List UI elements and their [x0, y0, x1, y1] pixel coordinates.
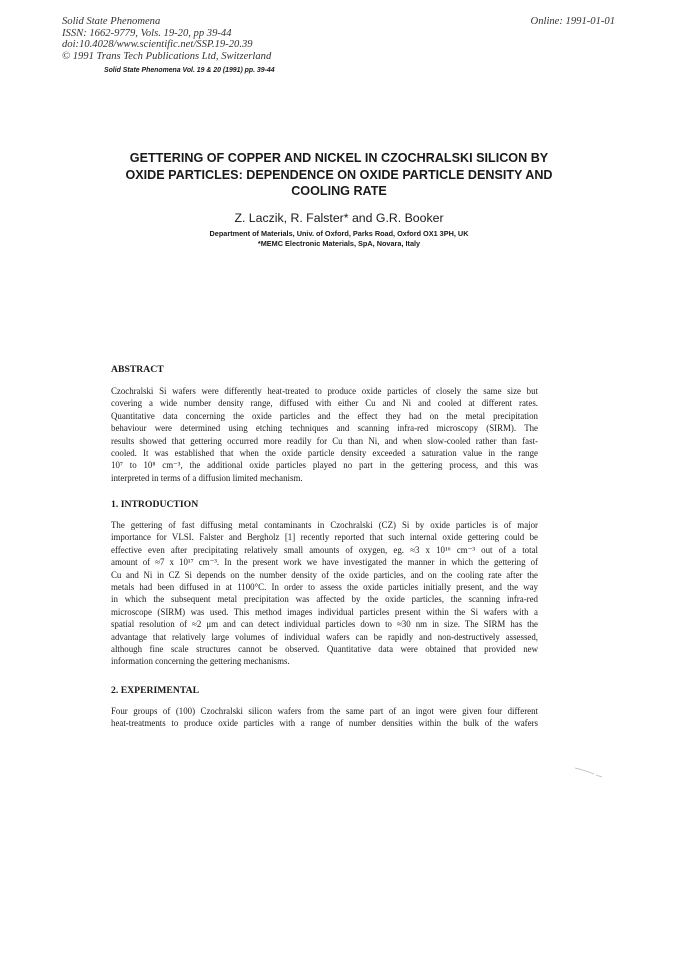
- experimental-heading: 2. EXPERIMENTAL: [111, 685, 200, 696]
- abstract-line: Quantitative data concerning the oxide particles and the effect they had on the metal precipitation: [111, 410, 538, 421]
- affiliation-memc: *MEMC Electronic Materials, SpA, Novara, Italy: [257, 239, 421, 248]
- abstract-line: interpreted in terms of a diffusion limited mechanism.: [111, 472, 303, 483]
- online-date: Online: 1991-01-01: [530, 16, 615, 27]
- paper-title: [60, 150, 618, 200]
- meta-journal-name: Solid State Phenomena: [62, 16, 161, 27]
- abstract-line: 10⁷ to 10⁸ cm⁻³, the additional oxide particles played no part in the gettering process, and this was: [111, 460, 538, 471]
- introduction-heading: 1. INTRODUCTION: [111, 499, 199, 510]
- journal-reference: Solid State Phenomena Vol. 19 & 20 (1991) pp. 39-44: [104, 67, 275, 74]
- affiliation-oxford: Department of Materials, Univ. of Oxford, Parks Road, Oxford OX1 3PH, UK: [209, 229, 469, 238]
- margin-pen-mark: [574, 766, 604, 778]
- introduction-line: in which the subsequent metal precipitation was affected by the oxide particles, the scanning infra-red: [111, 594, 538, 605]
- author-list: Z. Laczik, R. Falster* and G.R. Booker: [234, 211, 444, 225]
- publication-metadata: [62, 16, 271, 62]
- introduction-line: information concerning the gettering mechanisms.: [111, 656, 290, 667]
- experimental-body: [111, 705, 538, 730]
- abstract-line: results showed that gettering occurred more readily for Cu than Ni, and when slow-cooled rather than fast-: [111, 435, 538, 446]
- title-line: GETTERING OF COPPER AND NICKEL IN CZOCHRALSKI SILICON BY: [129, 151, 549, 165]
- introduction-line: although fine scale structures cannot be observed. Quantitative data were obtained that provided new: [111, 644, 538, 655]
- meta-doi[interactable]: doi:10.4028/www.scientific.net/SSP.19-20.39: [62, 39, 253, 51]
- introduction-line: The gettering of fast diffusing metal contaminants in Czochralski (CZ) Si by oxide particles is of major: [111, 520, 538, 530]
- abstract-line: Czochralski Si wafers were differently heat-treated to produce oxide particles of closely the same size but: [111, 386, 538, 396]
- meta-copyright: © 1991 Trans Tech Publications Ltd, Switzerland: [62, 50, 272, 62]
- title-line: OXIDE PARTICLES: DEPENDENCE ON OXIDE PARTICLE DENSITY AND: [125, 167, 553, 182]
- introduction-line: importance for VLSI. Falster and Bergholz [1] recently reported that such internal oxide gettering could be: [111, 532, 538, 543]
- affiliations: [60, 229, 618, 249]
- meta-issn: ISSN: 1662-9779, Vols. 19-20, pp 39-44: [62, 27, 232, 39]
- introduction-line: effective even after precipitating relatively small amounts of oxygen, eg. ≈3 x 10¹⁶ cm⁻³ out of a total: [111, 544, 538, 555]
- title-line: COOLING RATE: [291, 184, 387, 198]
- introduction-line: metals had been diffused in at 1100°C. In order to assess the oxide particles initially present, and the way: [111, 582, 538, 593]
- experimental-line: Four groups of (100) Czochralski silicon wafers from the same part of an ingot were given four different: [111, 706, 538, 716]
- abstract-line: covering a wide number density range, diffused with either Cu and Ni and cooled at different rates.: [111, 398, 538, 409]
- abstract-line: cooled. It was established that when the oxide particle density exceeded a saturation value in the range: [111, 448, 538, 459]
- introduction-body: [111, 519, 538, 668]
- introduction-line: spatial resolution of ≈2 μm and can detect individual particles down to ≈30 nm in size. The SIRM has the: [111, 619, 538, 630]
- introduction-line: Cu and Ni in CZ Si depends on the number density of the oxide particles, and on the cooling rate after the: [111, 569, 538, 580]
- experimental-line: heat-treatments to produce oxide particles with a range of number densities within the bulk of the wafers: [111, 718, 538, 729]
- introduction-line: amount of ≈7 x 10¹⁷ cm⁻³. In the present work we have investigated the manner in which the gettering of: [111, 557, 538, 568]
- introduction-line: microscope (SIRM) was used. This method images individual particles present within the Si wafers with a: [111, 606, 538, 617]
- introduction-line: advantage that relatively large volumes of individual wafers can be rapidly and non-destructively assessed,: [111, 631, 538, 642]
- abstract-heading: ABSTRACT: [111, 364, 164, 375]
- abstract-line: behaviour were determined using etching techniques and scanning infra-red microscopy (SIRM). The: [111, 423, 538, 434]
- abstract-body: [111, 385, 538, 484]
